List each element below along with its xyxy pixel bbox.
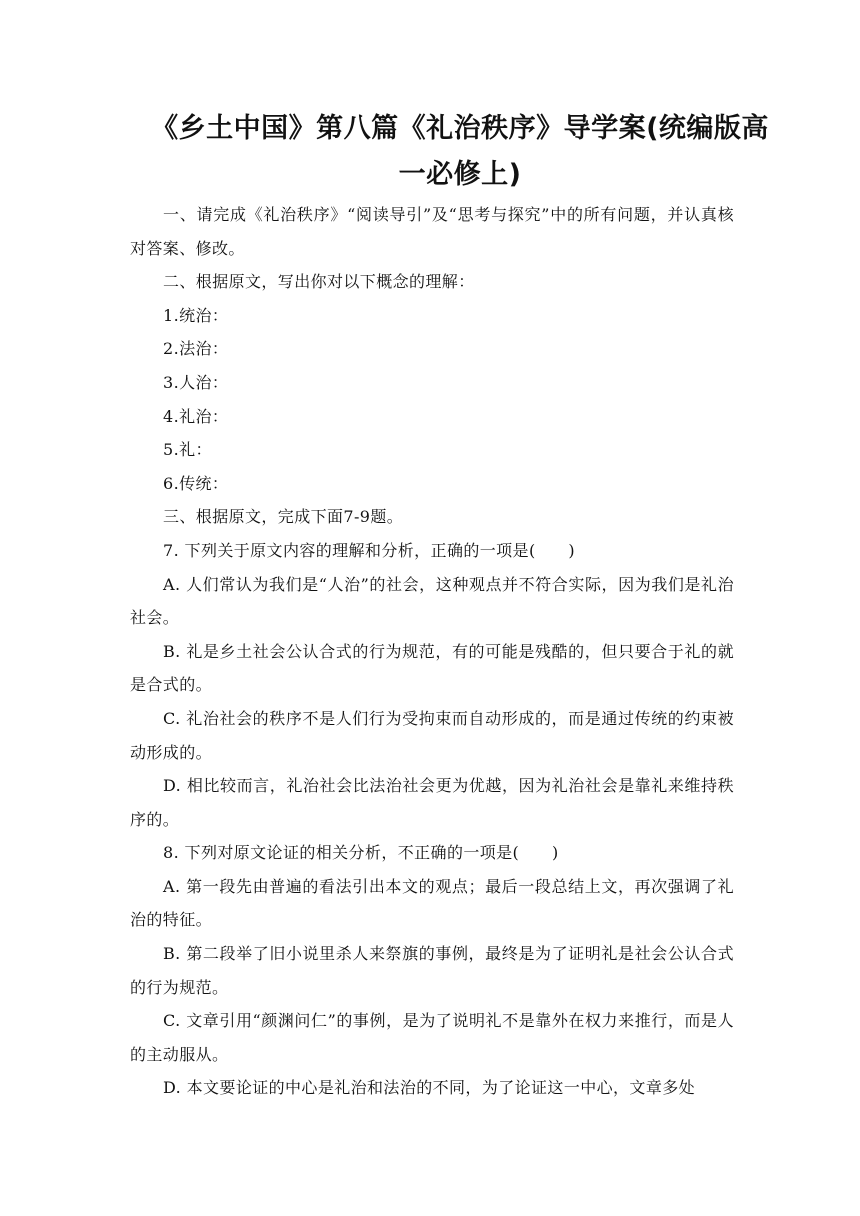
question-7-option-c: C. 礼治社会的秩序不是人们行为受拘束而自动形成的，而是通过传统的约束被动形成的。 <box>130 708 734 762</box>
question-7: 7. 下列关于原文内容的理解和分析，正确的一项是( ) <box>163 540 576 560</box>
concept-item-5: 5.礼： <box>163 440 212 460</box>
question-7-option-d: D. 相比较而言，礼治社会比法治社会更为优越，因为礼治社会是靠礼来维持秩序的。 <box>130 776 734 829</box>
document-title: 《乡土中国》第八篇《礼治秩序》导学案(统编版高一必修上) <box>151 113 769 190</box>
concept-item-4: 4.礼治： <box>163 406 229 426</box>
concept-item-2: 2.法治： <box>163 339 229 359</box>
paragraph-instruction-1: 一、请完成《礼治秩序》“阅读导引”及“思考与探究”中的所有问题，并认真核对答案、修改。 <box>130 205 734 258</box>
question-8: 8. 下列对原文论证的相关分析，不正确的一项是( ) <box>163 843 559 863</box>
paragraph-instruction-2: 二、根据原文，写出你对以下概念的理解： <box>163 272 475 292</box>
question-8-option-c: C. 文章引用“颜渊问仁”的事例，是为了说明礼不是靠外在权力来推行，而是人的主动服从。 <box>130 1011 734 1064</box>
document-body <box>130 198 734 1105</box>
concept-item-6: 6.传统： <box>163 473 229 493</box>
concept-item-1: 1.统治： <box>163 305 229 325</box>
question-7-option-a: A. 人们常认为我们是“人治”的社会，这种观点并不符合实际，因为我们是礼治社会。 <box>130 574 734 628</box>
question-8-option-d: D. 本文要论证的中心是礼治和法治的不同，为了论证这一中心，文章多处 <box>163 1078 696 1098</box>
concept-item-3: 3.人治： <box>163 372 229 392</box>
paragraph-instruction-3: 三、根据原文，完成下面7-9题。 <box>163 507 404 527</box>
question-8-option-b: B. 第二段举了旧小说里杀人来祭旗的事例，最终是为了证明礼是社会公认合式的行为规范。 <box>130 944 734 997</box>
question-8-option-a: A. 第一段先由普遍的看法引出本文的观点；最后一段总结上文，再次强调了礼治的特征。 <box>130 876 734 930</box>
question-7-option-b: B. 礼是乡土社会公认合式的行为规范，有的可能是残酷的，但只要合于礼的就是合式的。 <box>130 641 734 695</box>
